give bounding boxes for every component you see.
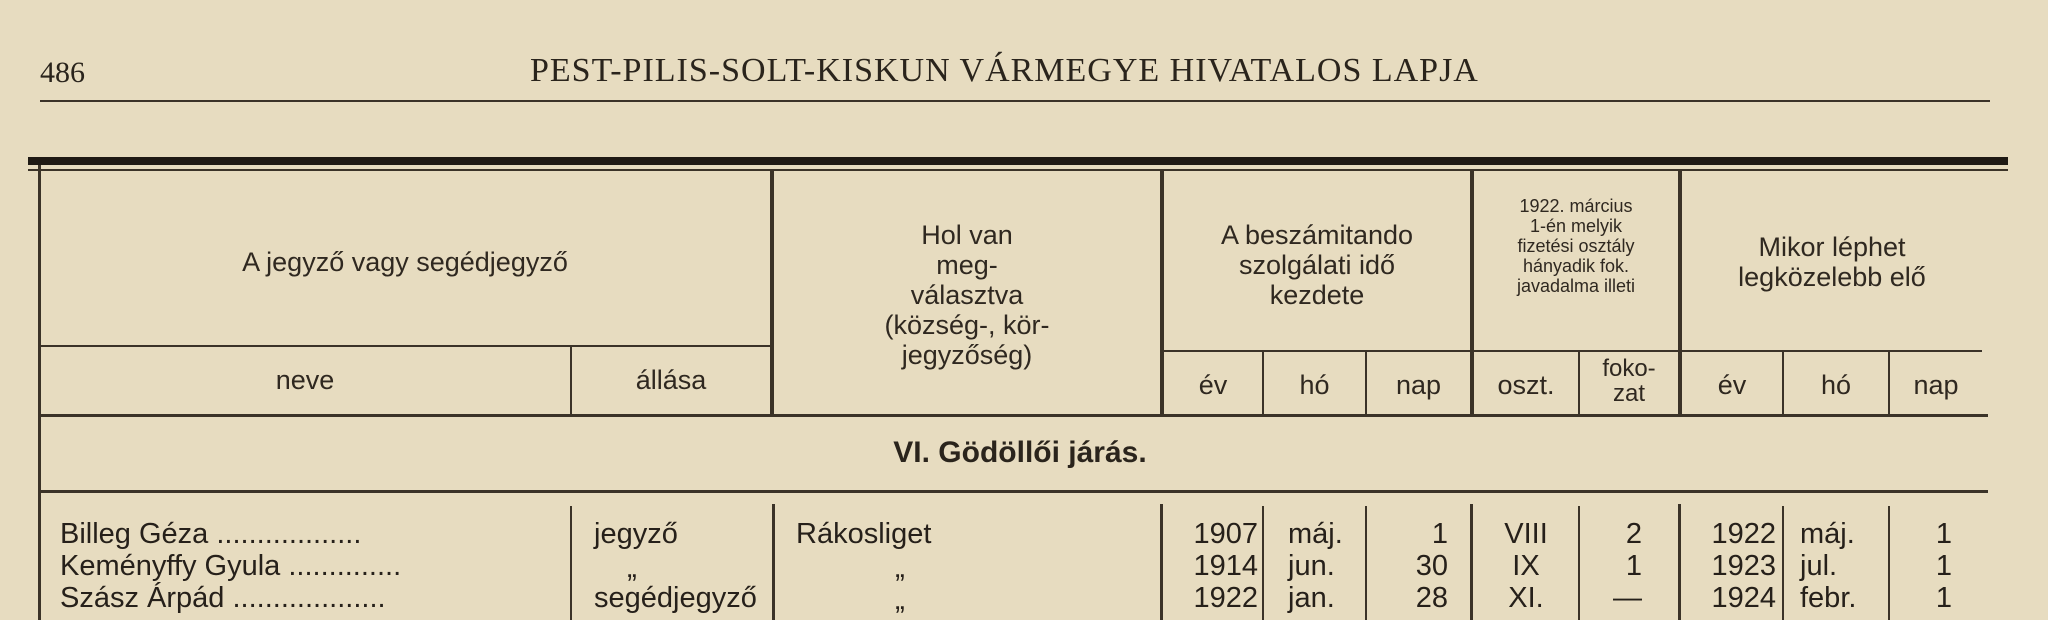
name-text: Szász Árpád bbox=[60, 582, 225, 614]
header-line: hányadik fok. bbox=[1522, 256, 1630, 276]
table-top-rule-thin bbox=[28, 169, 2008, 171]
body-divider bbox=[1470, 504, 1473, 620]
header-advance-day: nap bbox=[1913, 370, 1959, 400]
row-name: Billeg Géza .................. bbox=[60, 518, 362, 550]
row-start-month: jun. bbox=[1288, 550, 1335, 582]
section-rule bbox=[38, 490, 1988, 493]
row-start-day: 30 bbox=[1415, 550, 1448, 582]
row-place: „ bbox=[895, 584, 905, 616]
row-position: „ bbox=[627, 552, 637, 584]
header-rule bbox=[40, 100, 1990, 102]
body-divider bbox=[1782, 506, 1784, 620]
row-start-day: 1 bbox=[1431, 518, 1448, 550]
row-start-year: 1922 bbox=[1193, 582, 1258, 614]
row-start-day: 28 bbox=[1415, 582, 1448, 614]
running-title: PEST-PILIS-SOLT-KISKUN VÁRMEGYE HIVATALOS LAPJA bbox=[530, 52, 1479, 89]
header-bottom-rule bbox=[38, 414, 1988, 417]
row-start-year: 1914 bbox=[1193, 550, 1258, 582]
row-start-month: jan. bbox=[1288, 582, 1335, 614]
header-line: (község-, kör- bbox=[884, 310, 1050, 340]
header-line: foko- bbox=[1602, 355, 1656, 382]
header-position: állása bbox=[635, 365, 707, 395]
page-number: 486 bbox=[40, 56, 85, 89]
name-text: Keményffy Gyula bbox=[60, 550, 281, 582]
header-pay-grade bbox=[1580, 356, 1678, 406]
header-line: jegyzőség) bbox=[901, 340, 1033, 370]
header-line: kezdete bbox=[1269, 280, 1365, 310]
header-advance-month: hó bbox=[1820, 370, 1852, 400]
row-position: segédjegyző bbox=[594, 582, 757, 614]
header-where-elected bbox=[774, 220, 1160, 370]
row-adv-year: 1924 bbox=[1711, 582, 1776, 614]
row-place: Rákosliget bbox=[796, 518, 932, 550]
table-top-rule bbox=[28, 157, 2008, 165]
body-divider bbox=[1365, 506, 1367, 620]
header-line: 1-én melyik bbox=[1529, 216, 1623, 236]
row-position: jegyző bbox=[594, 518, 678, 550]
header-line: meg- bbox=[936, 250, 998, 280]
row-adv-day: 1 bbox=[1935, 550, 1952, 582]
row-adv-day: 1 bbox=[1935, 582, 1952, 614]
row-grade: 1 bbox=[1625, 550, 1642, 582]
header-line: A beszámitando bbox=[1220, 220, 1414, 250]
header-line: fizetési osztály bbox=[1517, 236, 1635, 256]
header-name: neve bbox=[275, 365, 335, 395]
row-class: VIII bbox=[1504, 518, 1548, 550]
row-adv-day: 1 bbox=[1935, 518, 1952, 550]
header-line: választva bbox=[910, 280, 1024, 310]
body-divider bbox=[1578, 506, 1580, 620]
row-place: „ bbox=[895, 552, 905, 584]
subheader-rule bbox=[1682, 350, 1982, 352]
row-name: Szász Árpád ................... bbox=[60, 582, 386, 614]
header-service-year: év bbox=[1198, 370, 1228, 400]
header-service-start bbox=[1164, 220, 1470, 310]
row-adv-month: máj. bbox=[1800, 518, 1855, 550]
row-adv-year: 1922 bbox=[1711, 518, 1776, 550]
row-grade: 2 bbox=[1625, 518, 1642, 550]
header-line: javadalma illeti bbox=[1516, 276, 1636, 296]
row-adv-month: febr. bbox=[1800, 582, 1857, 614]
header-pay-class-group bbox=[1474, 196, 1678, 296]
subheader-rule bbox=[1164, 350, 1470, 352]
header-line: szolgálati idő bbox=[1238, 250, 1396, 280]
header-pay-class: oszt. bbox=[1497, 370, 1555, 400]
body-divider bbox=[772, 504, 775, 620]
header-line: 1922. március bbox=[1519, 196, 1633, 216]
header-line: Hol van bbox=[921, 220, 1013, 250]
header-service-month: hó bbox=[1299, 370, 1330, 400]
subheader-rule bbox=[40, 345, 770, 347]
header-line: legközelebb elő bbox=[1738, 262, 1926, 292]
name-text: Billeg Géza bbox=[60, 518, 209, 550]
row-class: IX bbox=[1512, 550, 1540, 582]
row-start-month: máj. bbox=[1288, 518, 1343, 550]
row-class: XI. bbox=[1508, 582, 1544, 614]
header-line: Mikor léphet bbox=[1758, 232, 1906, 262]
section-title: VI. Gödöllői járás. bbox=[893, 436, 1147, 469]
header-advance-group bbox=[1682, 232, 1982, 292]
header-line: zat bbox=[1612, 380, 1645, 407]
body-divider bbox=[1262, 506, 1264, 620]
body-divider bbox=[1160, 504, 1163, 620]
row-start-year: 1907 bbox=[1193, 518, 1258, 550]
row-name: Keményffy Gyula .............. bbox=[60, 550, 402, 582]
row-adv-year: 1923 bbox=[1711, 550, 1776, 582]
subheader-rule bbox=[1474, 350, 1678, 352]
body-divider bbox=[1678, 504, 1681, 620]
row-grade: — bbox=[1613, 582, 1642, 614]
row-adv-month: jul. bbox=[1800, 550, 1838, 582]
header-service-day: nap bbox=[1395, 370, 1442, 400]
header-advance-year: év bbox=[1717, 370, 1747, 400]
header-person-group: A jegyző vagy segédjegyző bbox=[242, 247, 568, 277]
